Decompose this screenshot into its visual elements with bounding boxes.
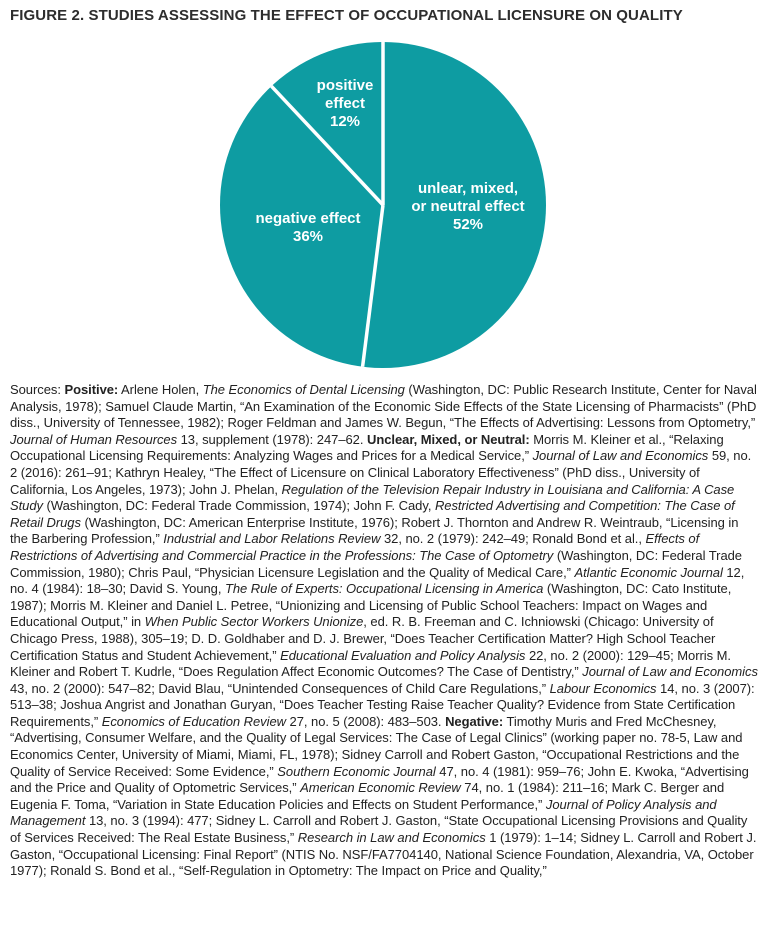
sources-segment: Sources:	[10, 382, 65, 397]
sources-segment: Atlantic Economic Journal	[574, 564, 723, 580]
sources-segment: 14, no. 3 (2007): 513–38; Joshua Angrist and Jonathan Guryan, “Does Teacher Testing Raise Teacher Quality? Evidence from State Certification Requirements,”	[10, 680, 755, 729]
sources-segment: 1 (1979): 1–14; Sidney L. Carroll and Robert J. Gaston, “Occupational Licensing: Final Report” (NTIS No. NSF/FA7704140, National Science Foundation, Alexandria, VA, October 1977); Ronald S. Bond et al., “Self-Regulation in Optometry: The Impact on Price and Quality,”	[10, 830, 757, 879]
sources-segment: 13, no. 3 (1994): 477; Sidney L. Carroll and Robert J. Gaston, “State Occupational Licensing Provisions and Quality of Services Received: The Real Estate Business,”	[10, 813, 748, 846]
sources-segment: The Rule of Experts: Occupational Licensing in America	[224, 581, 544, 597]
pie-label-line: positive	[316, 77, 374, 94]
sources-segment: (Washington, DC: Cato Institute, 1987); Morris M. Kleiner and Daniel L. Petree, “Unionizing and Licensing of Public School Teachers: Impact on Wages and Educational Output,” in	[10, 581, 732, 630]
sources-segment: Research in Law and Economics	[297, 830, 486, 846]
pie-label-positive-effect	[317, 77, 374, 131]
sources-segment: American Economic Review	[300, 780, 461, 796]
sources-segment: , ed. R. B. Freeman and C. Ichniowski (Chicago: University of Chicago Press, 1988), 305–19; D. D. Goldhaber and D. J. Brewer, “Does Teacher Certification Matter? High School Teacher Certification Status and Student Achievement,”	[10, 614, 716, 663]
pie-label-line: negative effect	[255, 210, 361, 227]
sources-segment: (Washington, DC: American Enterprise Institute, 1976); Robert J. Thornton and Andrew R. Weintraub, “Licensing in the Barbering Profession,”	[10, 514, 739, 547]
sources-segment: 12, no. 4 (1984): 18–30; David S. Young,	[10, 564, 745, 597]
sources-segment: Southern Economic Journal	[277, 763, 436, 779]
sources-segment: Journal of Law and Economics	[532, 448, 709, 464]
sources-segment: Regulation of the Television Repair Industry in Louisiana and California: A Case Study	[10, 481, 735, 514]
pie-label-value: 52%	[452, 216, 484, 233]
sources-segment: (Washington, DC: Federal Trade Commission, 1974); John F. Cady,	[43, 498, 435, 514]
pie-label-line: or neutral effect	[411, 198, 525, 215]
sources-segment: Educational Evaluation and Policy Analysis	[280, 647, 526, 663]
sources-segment: Restricted Advertising and Competition: The Case of Retail Drugs	[10, 498, 735, 530]
sources-segment: Positive:	[64, 382, 119, 397]
sources-segment: 74, no. 1 (1984): 211–16; Mark C. Berger and Eugenia F. Toma, “Variation in State Education Policies and Effects on Student Performance,”	[10, 780, 725, 812]
pie-chart-svg	[0, 40, 768, 372]
sources-segment: Journal of Policy Analysis and Management	[10, 796, 717, 829]
sources-segment: Negative:	[445, 713, 504, 729]
sources-segment: (Washington, DC: Public Research Institute, Center for Naval Analysis, 1978); Samuel Claude Martin, “An Examination of the Economic Side Effects of the State Licensing of Pharmacists” (PhD diss., University of Tennessee, 1982); Roger Feldman and James W. Begun, “The Effects of Advertising: Lessons from Optometry,”	[10, 382, 757, 431]
sources-segment: Economics of Education Review	[101, 713, 286, 729]
sources-segment: Effects of Restrictions of Advertising and Commercial Practice in the Professions: The Case of Optometry	[10, 531, 700, 563]
sources-segment: When Public Sector Workers Unionize	[144, 614, 364, 630]
sources-segment: Journal of Human Resources	[10, 431, 178, 447]
sources-segment: Morris M. Kleiner et al., “Relaxing Occupational Licensing Requirements: Analyzing Wages and Prices for a Medical Service,”	[10, 431, 724, 464]
pie-label-value: 12%	[329, 113, 361, 130]
sources-segment: 13, supplement (1978): 247–62.	[177, 431, 367, 447]
sources-segment: The Economics of Dental Licensing	[202, 382, 405, 397]
pie-label-line: effect	[324, 95, 365, 112]
sources-segment: 27, no. 5 (2008): 483–503.	[286, 713, 446, 729]
sources-segment: Timothy Muris and Fred McChesney, “Advertising, Consumer Welfare, and the Quality of Legal Services: The Case of Legal Clinics” (working paper no. 78-5, Law and Economics Center, University of Miami, Miami, FL, 1978); Sidney Carroll and Robert Gaston, “Occupational Restrictions and the Quality of Service Received: Some Evidence,”	[10, 713, 743, 779]
sources-segment: 22, no. 2 (2000): 129–45; Morris M. Kleiner and Robert T. Kudrle, “Does Regulation Affect Economic Outcomes? The Case of Dentistry,”	[10, 647, 731, 680]
sources-segment: (Washington, DC: Federal Trade Commission, 1980); Chris Paul, “Physician Licensure Legislation and the Quality of Medical Care,”	[10, 547, 742, 580]
sources-segment: Journal of Law and Economics	[582, 664, 758, 680]
sources-segment: 32, no. 2 (1979): 242–49; Ronald Bond et al.,	[380, 531, 646, 547]
pie-label-line: unlear, mixed,	[417, 180, 519, 197]
pie-chart	[0, 40, 768, 372]
sources-segment: Labour Economics	[549, 680, 657, 696]
pie-label-negative-effect	[255, 210, 360, 246]
sources-segment: Arlene Holen,	[118, 382, 203, 397]
pie-label-value: 36%	[292, 228, 324, 245]
sources-text	[10, 382, 758, 880]
sources-segment: 59, no. 2 (2016): 261–91; Kathryn Healey, “The Effect of Licensure on Clinical Laboratory Effectiveness” (PhD diss., University of California, Los Angeles, 1973); John J. Phelan,	[10, 448, 752, 497]
sources-segment: 47, no. 4 (1981): 959–76; John E. Kwoka, “Advertising and the Price and Quality of Optometric Services,”	[10, 763, 749, 796]
sources-segment: Unclear, Mixed, or Neutral:	[366, 431, 530, 447]
figure-title: FIGURE 2. STUDIES ASSESSING THE EFFECT OF OCCUPATIONAL LICENSURE ON QUALITY	[10, 7, 683, 24]
sources-segment: 43, no. 2 (2000): 547–82; David Blau, “Unintended Consequences of Child Care Regulations,”	[10, 680, 550, 696]
pie-label-unclear-mixed-neutral	[411, 180, 524, 234]
sources-segment: Industrial and Labor Relations Review	[163, 531, 381, 547]
